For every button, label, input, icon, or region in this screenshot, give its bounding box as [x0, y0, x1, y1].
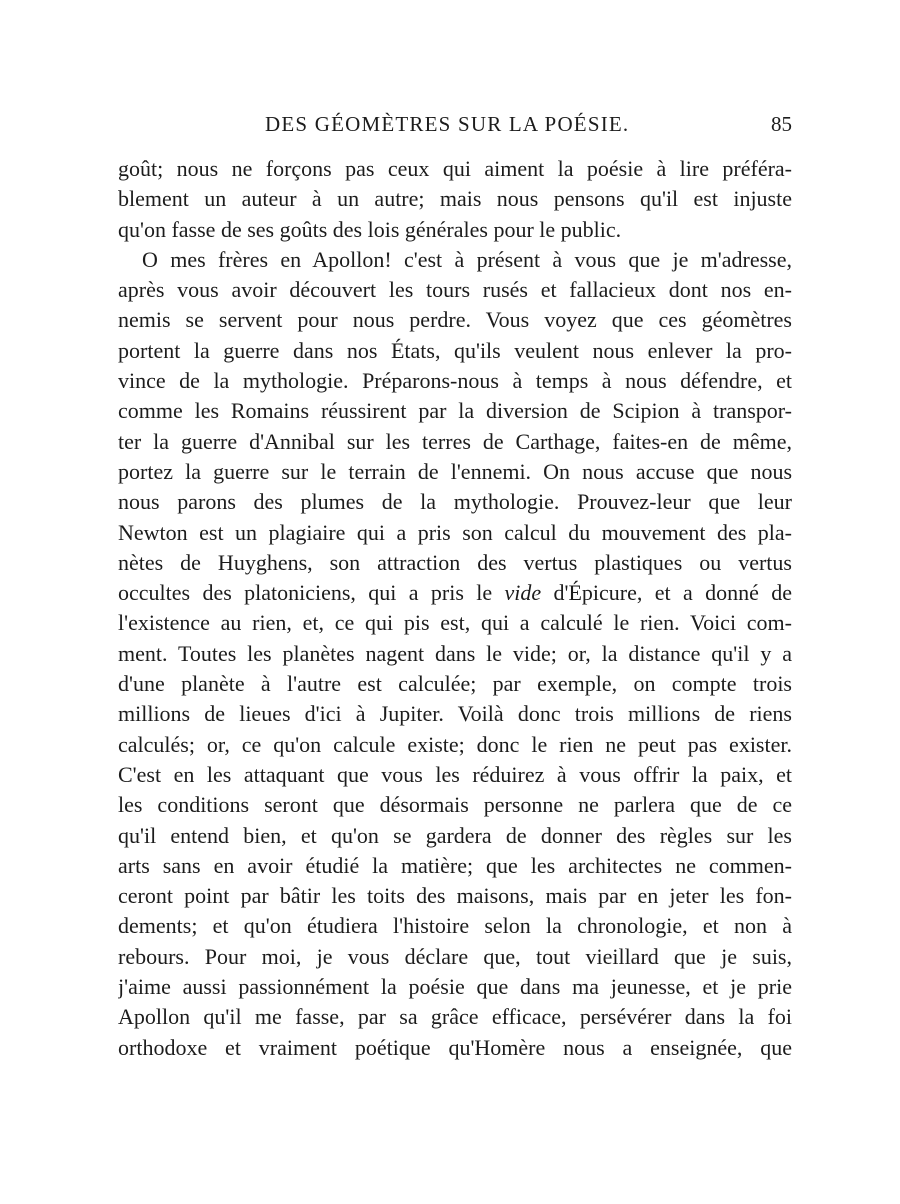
text-line: O mes frères en Apollon! c'est à présent à vous que je m'adresse, — [142, 246, 792, 272]
text-segment: d'Épicure, et a donné de — [541, 580, 792, 606]
text-line: vince de la mythologie. Préparons-nous à temps à nous défendre, et — [118, 368, 792, 394]
text-line: nous parons des plumes de la mythologie. Prouvez-leur que leur — [118, 489, 792, 515]
text-line: arts sans en avoir étudié la matière; que les architectes ne commen- — [118, 852, 792, 878]
text-line: portez la guerre sur le terrain de l'ennemi. On nous accuse que nous — [118, 458, 792, 484]
text-segment: occultes des platoniciens, qui a pris le — [118, 580, 505, 606]
text-line: ment. Toutes les planètes nagent dans le vide; or, la distance qu'il y a — [118, 640, 792, 666]
italic-word: vide — [504, 580, 542, 606]
text-line: Newton est un plagiaire qui a pris son calcul du mouvement des pla- — [118, 519, 792, 545]
text-line: portent la guerre dans nos États, qu'ils veulent nous enlever la pro- — [118, 337, 792, 363]
text-line: nemis se servent pour nous perdre. Vous voyez que ces géomètres — [118, 307, 792, 333]
text-line: dements; et qu'on étudiera l'histoire selon la chronologie, et non à — [118, 913, 792, 939]
text-line — [118, 578, 792, 608]
text-line: ter la guerre d'Annibal sur les terres de Carthage, faites-en de même, — [118, 428, 792, 454]
text-line: qu'il entend bien, et qu'on se gardera de donner des règles sur les — [118, 822, 792, 848]
text-line: d'une planète à l'autre est calculée; par exemple, on compte trois — [118, 671, 792, 697]
text-line: nètes de Huyghens, son attraction des vertus plastiques ou vertus — [118, 549, 792, 575]
text-line: Apollon qu'il me fasse, par sa grâce efficace, persévérer dans la foi — [118, 1004, 792, 1030]
text-line: goût; nous ne forçons pas ceux qui aiment la poésie à lire préféra- — [118, 156, 792, 181]
text-line: les conditions seront que désormais personne ne parlera que de ce — [118, 792, 792, 818]
text-line: comme les Romains réussirent par la diversion de Scipion à transpor- — [118, 398, 792, 424]
text-line: qu'on fasse de ses goûts des lois générales pour le public. — [118, 216, 622, 242]
text-line: l'existence au rien, et, ce qui pis est, qui a calculé le rien. Voici com- — [118, 610, 792, 636]
text-line: après vous avoir découvert les tours rusés et fallacieux dont nos en- — [118, 277, 792, 303]
text-line: orthodoxe et vraiment poétique qu'Homère nous a enseignée, que — [118, 1034, 792, 1060]
text-line: C'est en les attaquant que vous les réduirez à vous offrir la paix, et — [118, 761, 792, 787]
text-line: rebours. Pour moi, je vous déclare que, tout vieillard que je suis, — [118, 943, 792, 969]
body-text — [118, 154, 792, 1063]
text-line: millions de lieues d'ici à Jupiter. Voilà donc trois millions de riens — [118, 701, 792, 727]
page-number: 85 — [771, 112, 792, 136]
text-line: ceront point par bâtir les toits des maisons, mais par en jeter les fon- — [118, 883, 792, 909]
running-title: DES GÉOMÈTRES SUR LA POÉSIE. — [265, 112, 630, 136]
running-header — [118, 112, 792, 142]
text-line: calculés; or, ce qu'on calcule existe; donc le rien ne peut pas exister. — [118, 731, 792, 757]
text-line: blement un auteur à un autre; mais nous pensons qu'il est injuste — [118, 186, 792, 212]
text-line: j'aime aussi passionnément la poésie que dans ma jeunesse, et je prie — [118, 974, 792, 1000]
